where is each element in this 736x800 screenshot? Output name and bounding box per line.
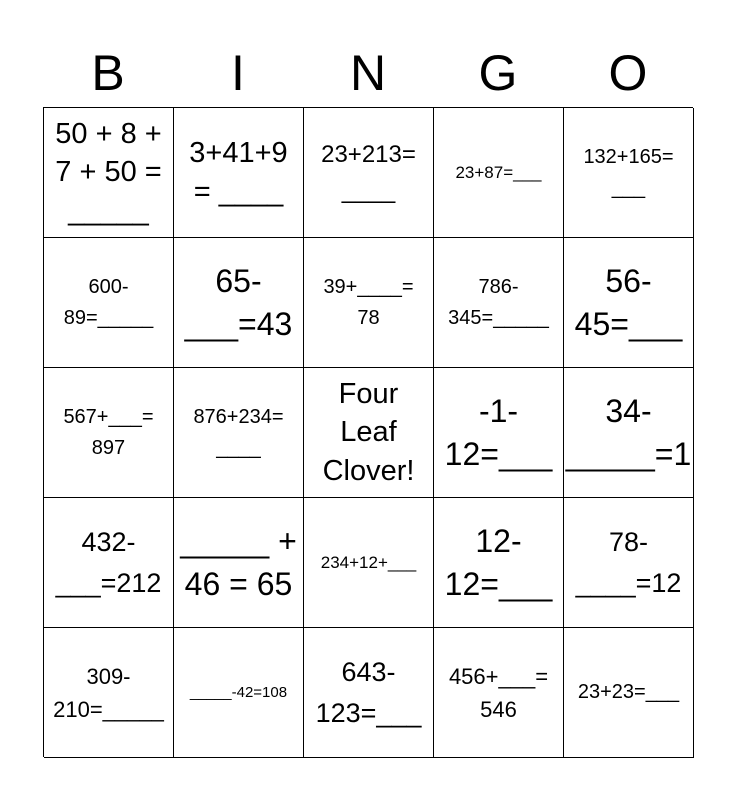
bingo-cell-r2-c4[interactable] [434,238,564,368]
bingo-cell-free[interactable] [304,368,434,498]
bingo-cell-r2-c5[interactable] [564,238,694,368]
cell-text: 12- 12=___ [444,523,553,602]
bingo-cell-r5-c3[interactable] [304,628,434,758]
cell-text: _____ + 46 = 65 [180,523,297,602]
cell-text: 456+___= 546 [448,663,549,722]
bingo-cell-r2-c1[interactable] [44,238,174,368]
bingo-cell-r3-c5[interactable] [564,368,694,498]
cell-text: 56- 45=___ [574,263,683,342]
bingo-cell-r3-c4[interactable] [434,368,564,498]
cell-text: 65- ___=43 [184,263,293,342]
bingo-cell-r5-c5[interactable] [564,628,694,758]
cell-text: 567+___= 897 [63,405,154,459]
bingo-cell-r4-c3[interactable] [304,498,434,628]
bingo-cell-r4-c2[interactable] [174,498,304,628]
header-letter-n: N [349,45,387,101]
cell-text: 39+____= 78 [323,275,414,329]
cell-text: 309- 210=_____ [53,663,164,722]
cell-text: 23+213= ____ [321,140,416,204]
bingo-cell-r2-c2[interactable] [174,238,304,368]
header-letter-o: O [608,45,648,101]
bingo-cell-r1-c2[interactable] [174,108,304,238]
bingo-cell-r3-c2[interactable] [174,368,304,498]
bingo-grid [43,107,693,757]
cell-text: 132+165= ___ [583,145,674,199]
cell-text: 432- ___=212 [55,527,162,598]
bingo-header [43,40,693,106]
bingo-cell-r5-c2[interactable] [174,628,304,758]
bingo-cell-r4-c4[interactable] [434,498,564,628]
cell-text: 50 + 8 + 7 + 50 = _____ [55,118,162,227]
cell-text: 34- _____=1 [565,393,692,472]
bingo-cell-r4-c1[interactable] [44,498,174,628]
bingo-cell-r1-c5[interactable] [564,108,694,238]
bingo-cell-r1-c4[interactable] [434,108,564,238]
bingo-cell-r4-c5[interactable] [564,498,694,628]
cell-text: 23+23=___ [577,681,680,703]
bingo-cell-r1-c3[interactable] [304,108,434,238]
bingo-cell-r5-c1[interactable] [44,628,174,758]
bingo-cell-r5-c4[interactable] [434,628,564,758]
header-letter-b: B [91,45,125,101]
bingo-cell-r2-c3[interactable] [304,238,434,368]
cell-text: 23+87=___ [455,162,542,182]
bingo-cell-r3-c1[interactable] [44,368,174,498]
cell-text: 3+41+9 = ____ [189,137,288,208]
cell-text: _____-42=108 [189,684,288,701]
cell-text: 78- ____=12 [575,527,682,598]
cell-text: 876+234= ____ [193,405,284,459]
header-letter-i: I [231,45,245,101]
cell-text: 234+12+___ [320,552,417,572]
bingo-cell-r1-c1[interactable] [44,108,174,238]
cell-text: 600- 89=_____ [63,275,154,329]
cell-text: 786- 345=_____ [448,275,549,329]
free-space-text: Four Leaf Clover! [322,378,415,487]
cell-text: 643- 123=___ [315,657,422,728]
cell-text: -1- 12=___ [444,393,553,472]
header-letter-g: G [478,45,518,101]
